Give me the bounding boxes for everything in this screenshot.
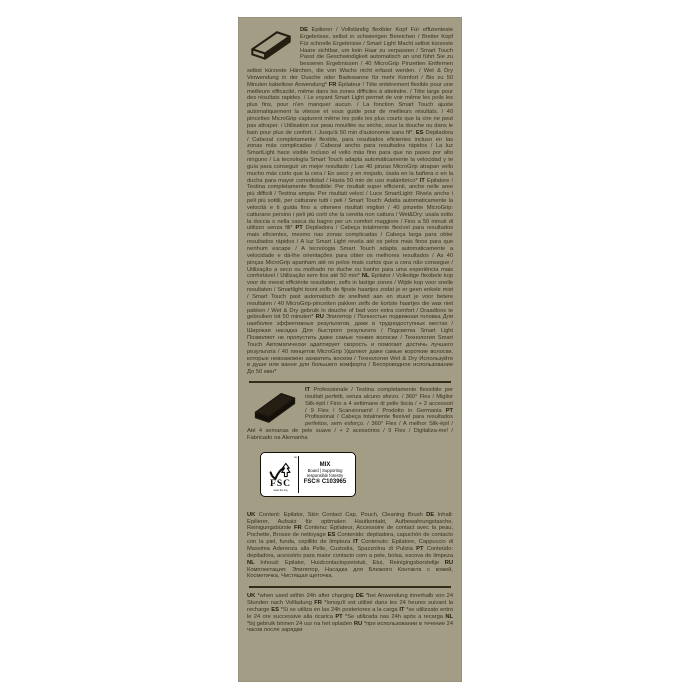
lang-code: DE [300, 27, 308, 33]
lang-text: *bij gebruik binnen 24 uur na het opladen [247, 620, 354, 627]
lang-code: ES [415, 129, 424, 136]
lang-text: Inhoud: Epilator, Huidcontactopzetstuk, Etui, Reinigingsborsteltje [254, 559, 445, 566]
lang-text: *bei Anwendung innerhalb von 24 Stunden nach Vollladung [247, 593, 454, 607]
lang-code: RU [315, 314, 324, 321]
lang-text: Depiladora / Cabeça totalmente flexível para resultados mais eficientes, mesmo nas zonas complicadas / Cabeça larga para obter resultados rápidos / A luz Smart Light revela até os pelos mais finos para que nenhum escape / A tecnologia Smart Touch adapta automaticamente a velocidade e dá-lhe orientações para obter os melhores resultados / As 40 pinças MicroGrip apanham até os pelos mais curtos que a cera não consegue / Utilização a seco ou molhado no duche ou banho para uma experiência mais confortável / Utilização sem fios até 50 min* [247, 225, 453, 280]
lang-text: Content: Epilator, Skin Contact Cap, Pouch, Cleaning Brush [255, 511, 427, 518]
lang-code: NL [247, 559, 255, 566]
lang-text: *при использовании в течение 24 часов после зарядки [247, 620, 454, 634]
highlights-paragraph [247, 387, 453, 442]
footnote-divider [249, 586, 451, 588]
lang-code: FR [294, 525, 302, 532]
footnote-paragraph [247, 593, 453, 634]
section-divider [249, 381, 451, 383]
fsc-license-code: FSC® C103965 [303, 479, 347, 486]
lang-text: Комплектация: Эпилятор, Насадка для Близкого Контакта с кожей, Косметичка, Чистящая щеточка. [247, 566, 453, 580]
lang-code: RU [353, 620, 363, 627]
fsc-url: www.fsc.org [273, 489, 288, 493]
fsc-label [260, 452, 356, 497]
lang-text: Epilatore / Testina completamente flessibile: Per risultati super efficienti, anche nelle aree più difficili / Testina ampia: Per risultati veloci / Luce SmartLight: Rivela anche i peli più sottili, per catturare tutti i peli / Smart Touch: Adatta automaticamente la velocità e ti guida fino a ottenere risultati migliori / 40 pinzette MicroGrip: catturano persino i peli più corti che la ceretta non cattura / Wet&Dry: usala sotto la doccia o nella vasca da bagno per un comfort maggiore / Fino a 50 minuti di utilizzo senza fili* [247, 177, 454, 232]
lang-text: *when used within 24h after charging [255, 593, 356, 600]
lang-text: Contenu: Épilateur, Accessoire de contact avec la peau, Pochette, Brosse de nettoyage [247, 525, 453, 539]
flat-box-outline-icon [248, 28, 294, 62]
fsc-claim-line1: Board | Supporting [307, 467, 343, 473]
lang-code: DE [426, 511, 435, 518]
lang-code: UK [247, 593, 256, 600]
lang-code: IT [419, 177, 425, 184]
lang-code: NL [361, 273, 370, 280]
lang-text: *se utilizzato entro le 24 ore successive alla ricarica [247, 606, 453, 620]
fsc-letters: FSC [270, 479, 291, 490]
fsc-mix-label: MIX [319, 461, 331, 468]
lang-text: *lorsqu'il est utilisé dans les 24 heures suivant la recharge [247, 600, 453, 613]
lang-text: Épilateur / Tête entièrement flexible pour une meilleure efficacité, même dans les zones difficiles à atteindre. / Tête large pour des résultats rapides. / Le voyant Smart Light permet de voir même les poils les plus fins, pour n'en manquer aucun. / La fonction Smart Touch ajuste automatiquement la vitesse et vous guide pour de meilleurs résultats. / 40 pincettes MicroGrip capturent même les poils les plus courts que la cire ne peut pas attraper. / Utilisation sur peau mouillée ou sèche, sous la douche ou dans le bain pour plus de confort. / Jusqu'à 50 min d'autonomie sans fil*. [247, 81, 453, 136]
lang-text: *Se utilizada nas 24h após a recarga [342, 613, 446, 620]
lang-code: PT [295, 225, 303, 232]
lang-text: Epilator / Volledige flexibele kop voor de meest efficiënte resultaten, zelfs in lastige zones / Wijde kop voor snelle resultaten / Smartlight toont zelfs de fijnste haartjes zodat je er geen enkele mist / Smart Touch past automatisch de snelheid aan en stuurt je voor betere resultaten / 40 MicroGrip-pincetten pakken zelfs de kortste haartjes die wax niet pakken / Wet & Dry gebruik in douche of bad voor extra comfort / Draadloos te gebruiken tot 50 minuten* [247, 273, 453, 321]
lang-text: Profissional / Cabeça totalmente flexível para resultados perfeitos, sem esforço. / 360° Flex / A melhor Silk-épil / Até 4 semanas de pele suave / + 2 acessórios / 9 Flex / Digitaliza-me! / Fabricado na Alemanha [247, 414, 453, 441]
lang-text: Inhalt: Epilierer, Aufsatz für optimalen Hautkontakt, Aufbewahrungstasche, Reinigungsbürste [247, 511, 453, 532]
lang-text: *Si se utiliza en las 24h posteriores a la carga [278, 606, 400, 613]
flat-box-solid-icon [252, 389, 298, 425]
fsc-tree-check-icon [269, 462, 293, 480]
lang-text: Professionale / Testina completamente flessibile per risultati perfetti, senza alcuno sforzo. / 360° Flex / Miglior Silk-épil / Fino a 4 settimane di pelle liscia / + 2 accessori / 9 Flex / Scansionami! / Prodotto in Germania [305, 387, 453, 414]
lang-text: Contenido: depiladora, capuchón de contacto con la piel, funda, cepillito de limpieza [247, 532, 453, 546]
lang-code: ES [327, 532, 336, 539]
lang-text: Epilierer / Vollständig flexibler Kopf Für effizienteste Ergebnisse, selbst in schwierigen Bereichen / Breiter Kopf Für schnelle Ergebnisse / Smart Light Macht selbst kürzeste Haare sichtbar, um kein Haar zu verpassen / Smart Touch Passt die Geschwindigkeit automatisch an und führt Sie zu besseren Ergebnissen / 40 MicroGrip Pinzetten Entfernen selbst kürzeste Härchen, die von Wachs nicht erfasst werden. / Wet & Dry Verwendung in der Dusche oder Badewanne für mehr Komfort / Bis zu 50 Minuten kabellose Anwendung* [247, 27, 453, 88]
lang-code: ES [271, 606, 279, 613]
lang-code: FR [328, 81, 337, 88]
lang-code: FR [314, 600, 322, 607]
lang-code: NL [445, 613, 453, 620]
lang-text: Эпилятор / Полностью подвижная головка Для наиболее эффективных результатов, даже в труднодоступных местах / Широкая насадка Для быстрого результата / Подсветка Smart Light Позволяет не пропустить даже самые тонкие волоски / Технология Smart Touch Автоматически адаптирует скорость и помогает достичь лучшего результата / 40 пинцетов MicroGrip Удаляют даже самые короткие волоски, которые невозможно захватить воском / Технология Wet & Dry Используйте в душе или ванне для большего комфорта / Беспроводное использование До 50 мин* [247, 314, 453, 376]
lang-code: RU [444, 559, 453, 566]
fsc-claim-line2: responsible forestry [306, 472, 344, 478]
lang-code: IT [399, 606, 405, 613]
package-back-panel [238, 17, 462, 682]
fsc-logo-column [266, 456, 299, 493]
lang-code: IT [353, 539, 359, 546]
fsc-text-column [299, 456, 351, 493]
lang-code: PT [445, 407, 453, 414]
contents-paragraph [247, 512, 453, 580]
lang-text: Depiladora / Cabezal completamente flexible, para resultados eficientes incluso en las zonas más complicadas / Cabezal ancho para resultados rápidos / La luz SmartLight hace visible incluso el vello más fino para que no pases por alto ninguno / La tecnología Smart Touch adapta automáticamente la velocidad y te guía para conseguir un mejor resultado / Las 40 pinzas MicroGrip atrapan vello mucho más corto que la cera / En seco y en mojado, úsala en la bañera o en la ducha para mayor comodidad / Hasta 50 min de uso inalámbrico* [247, 129, 453, 184]
lang-code: PT [335, 613, 343, 620]
lang-text: Conteúdo: depiladora, acessório para maior contacto com a pele, bolsa, escova de limpeza [247, 546, 454, 559]
lang-code: UK [247, 511, 256, 518]
lang-code: IT [305, 387, 311, 394]
lang-code: DE [355, 593, 364, 600]
lang-code: PT [416, 546, 424, 552]
features-paragraph [247, 27, 453, 376]
lang-text: Contenuto: Epilatore, Cappuccio di Massima Aderenza alla Pelle, Custodia, Spazzolina di Pulizia [247, 539, 453, 552]
trademark-symbol: ™ [293, 455, 297, 460]
